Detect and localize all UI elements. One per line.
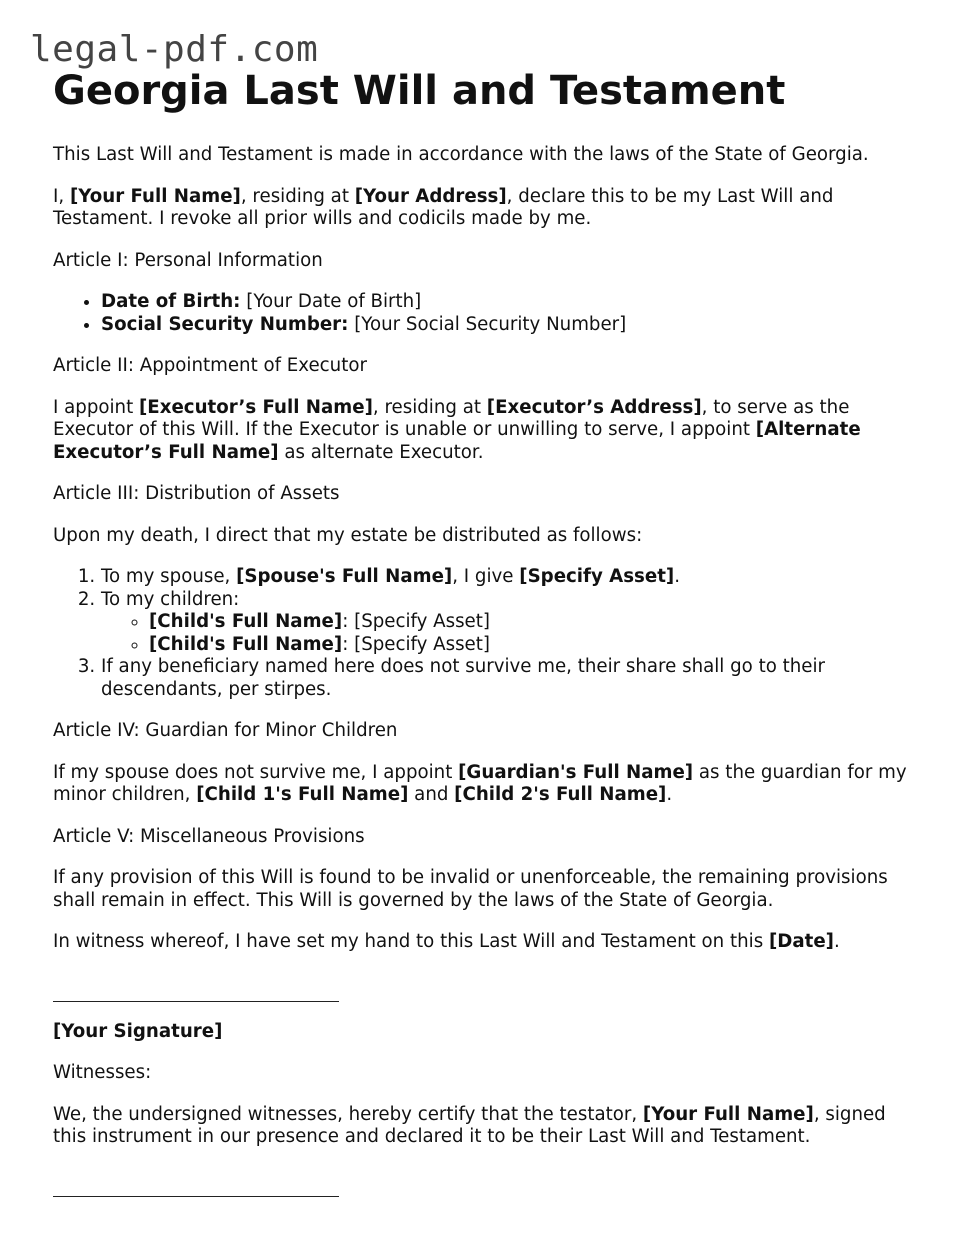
misc-provisions-paragraph: If any provision of this Will is found to be invalid or unenforceable, the remaining provisions shall remain in effect. This Will is governed by the laws of the State of Georgia. (53, 867, 888, 911)
date-field: [Date] (768, 931, 834, 952)
site-watermark: legal-pdf.com (30, 29, 319, 70)
list-item: 3. If any beneficiary named here does not survive me, their share shall go to their descendants, per stirpes. (101, 656, 923, 701)
list-item: 2. To my children: ◦ [Child's Full Name]: [Specify Asset] ◦ [Child's Full Name]: [Specify Asset] (101, 589, 923, 657)
article-5-heading: Article V: Miscellaneous Provisions (53, 825, 365, 847)
witness-signature-line (53, 1174, 339, 1197)
article-4-heading: Article IV: Guardian for Minor Children (53, 720, 398, 741)
will-document (53, 66, 923, 1216)
testator-name-field: [Your Full Name] (69, 185, 241, 207)
article-2-heading: Article II: Appointment of Executor (53, 355, 367, 376)
testator-address-field: [Your Address] (354, 185, 507, 207)
declaration-paragraph: I, [Your Full Name], residing at [Your Address], declare this to be my Last Will and Testament. I revoke all prior wills and codicils made by me. (53, 185, 834, 229)
personal-info-list (53, 291, 923, 336)
witness-certification: We, the undersigned witnesses, hereby certify that the testator, [Your Full Name], signed this instrument in our presence and declared it to be their Last Will and Testament. (53, 1103, 886, 1147)
document-title: Georgia Last Will and Testament (53, 68, 786, 114)
executor-address-field: [Executor’s Address] (486, 396, 702, 418)
list-item: ◦ [Child's Full Name]: [Specify Asset] (149, 634, 923, 657)
executor-name-field: [Executor’s Full Name] (139, 396, 373, 418)
article-1-heading: Article I: Personal Information (53, 249, 323, 271)
list-item: ◦ [Child's Full Name]: [Specify Asset] (149, 611, 923, 634)
witnesses-heading: Witnesses: (53, 1062, 152, 1083)
guardian-paragraph: If my spouse does not survive me, I appoint [Guardian's Full Name] as the guardian for my minor children, [Child 1's Full Name] and [Child 2's Full Name]. (53, 761, 907, 805)
alternate-executor-field: [Alternate Executor’s Full Name] (53, 419, 861, 463)
guardian-name-field: [Guardian's Full Name] (458, 761, 694, 783)
signature-label: [Your Signature] (53, 1020, 223, 1042)
list-item: • Social Security Number: [Your Social Security Number] (101, 314, 923, 337)
article-3-heading: Article III: Distribution of Assets (53, 483, 340, 504)
intro-paragraph: This Last Will and Testament is made in accordance with the laws of the State of Georgia. (53, 144, 869, 165)
executor-paragraph: I appoint [Executor’s Full Name], residing at [Executor’s Address], to serve as the Executor of this Will. If the Executor is unable or unwilling to serve, I appoint [Alternate Executor’s Full Name] as alternate Executor. (53, 396, 861, 463)
distribution-list (53, 566, 923, 701)
distribution-intro: Upon my death, I direct that my estate be distributed as follows: (53, 524, 643, 546)
list-item: 1. To my spouse, [Spouse's Full Name], I give [Specify Asset]. (101, 566, 923, 589)
testator-signature-line (53, 979, 339, 1002)
list-item: • Date of Birth: [Your Date of Birth] (101, 291, 923, 314)
children-list (101, 611, 923, 656)
witness-clause: In witness whereof, I have set my hand to this Last Will and Testament on this [Date]. (53, 931, 840, 952)
